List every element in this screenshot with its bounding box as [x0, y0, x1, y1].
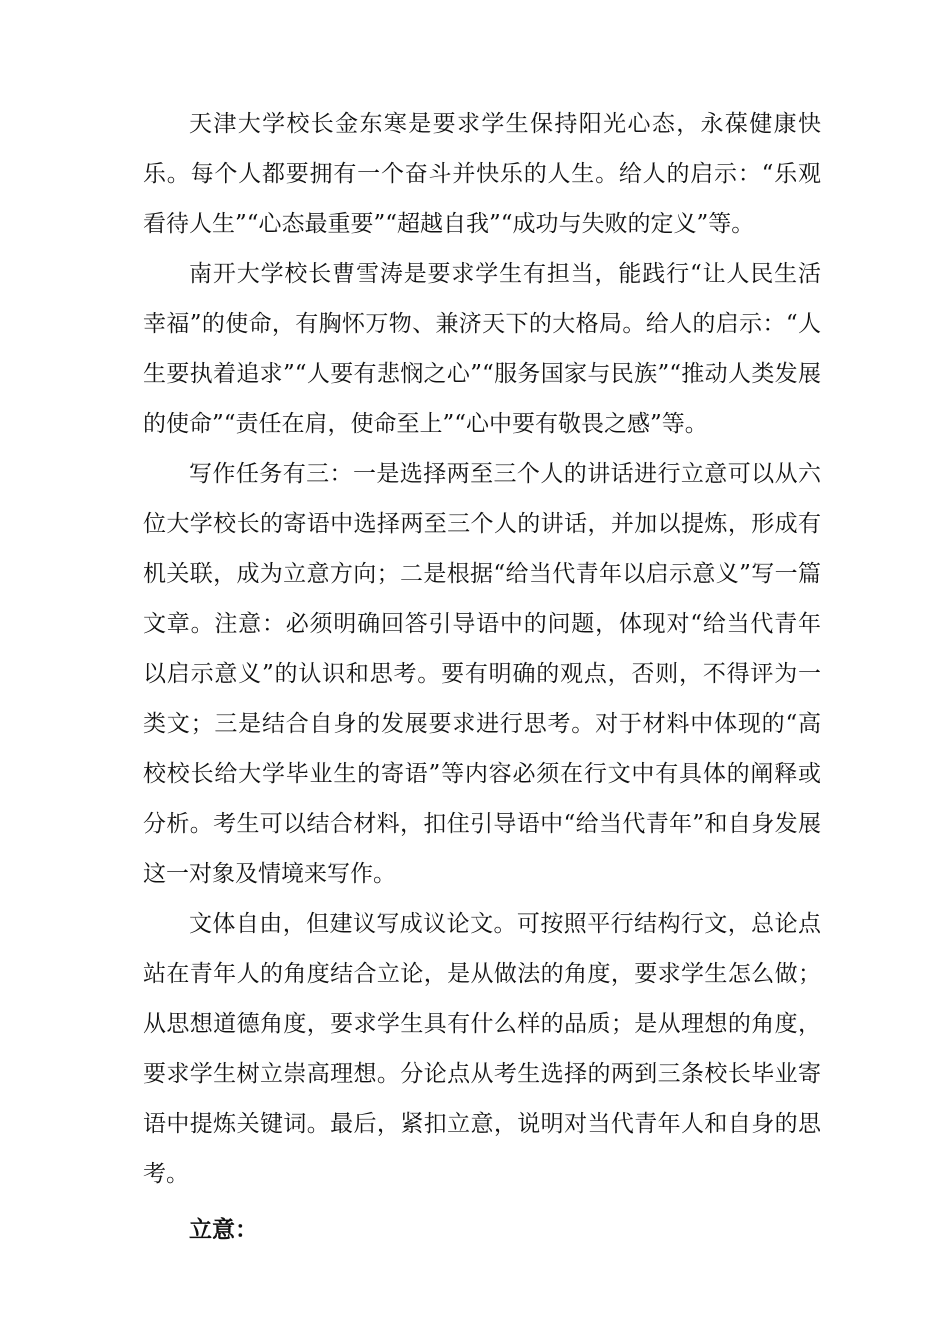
paragraph-writing-tasks: 写作任务有三：一是选择两至三个人的讲话进行立意可以从六位大学校长的寄语中选择两至三个人的讲话，并加以提炼，形成有机关联，成为立意方向；二是根据“给当代青年以启示意义”写一篇文章。注意：必须明确回答引导语中的问题，体现对“给当代青年以启示意义”的认识和思考。要有明确的观点，否则，不得评为一类文；三是结合自身的发展要求进行思考。对于材料中体现的“高校校长给大学毕业生的寄语”等内容必须在行文中有具体的阐释或分析。考生可以结合材料，扣住引导语中“给当代青年”和自身发展这一对象及情境来写作。: [143, 461, 821, 887]
paragraph-style-guidance: 文体自由，但建议写成议论文。可按照平行结构行文，总论点站在青年人的角度结合立论，是从做法的角度，要求学生怎么做；从思想道德角度，要求学生具有什么样的品质；是从理想的角度，要求学生树立崇高理想。分论点从考生选择的两到三条校长毕业寄语中提炼关键词。最后，紧扣立意，说明对当代青年人和自身的思考。: [143, 911, 821, 1187]
paragraph-nankai-university: 南开大学校长曹雪涛是要求学生有担当，能践行“让人民生活幸福”的使命，有胸怀万物、兼济天下的大格局。给人的启示：“人生要执着追求”“人要有悲悯之心”“服务国家与民族”“推动人类发展的使命”“责任在肩，使命至上”“心中要有敬畏之感”等。: [143, 261, 821, 437]
document-body: [143, 99, 821, 1255]
paragraph-tianjin-university: 天津大学校长金东寒是要求学生保持阳光心态，永葆健康快乐。每个人都要拥有一个奋斗并快乐的人生。给人的启示：“乐观看待人生”“心态最重要”“超越自我”“成功与失败的定义”等。: [143, 111, 821, 237]
section-heading-liyi: 立意：: [189, 1216, 258, 1243]
